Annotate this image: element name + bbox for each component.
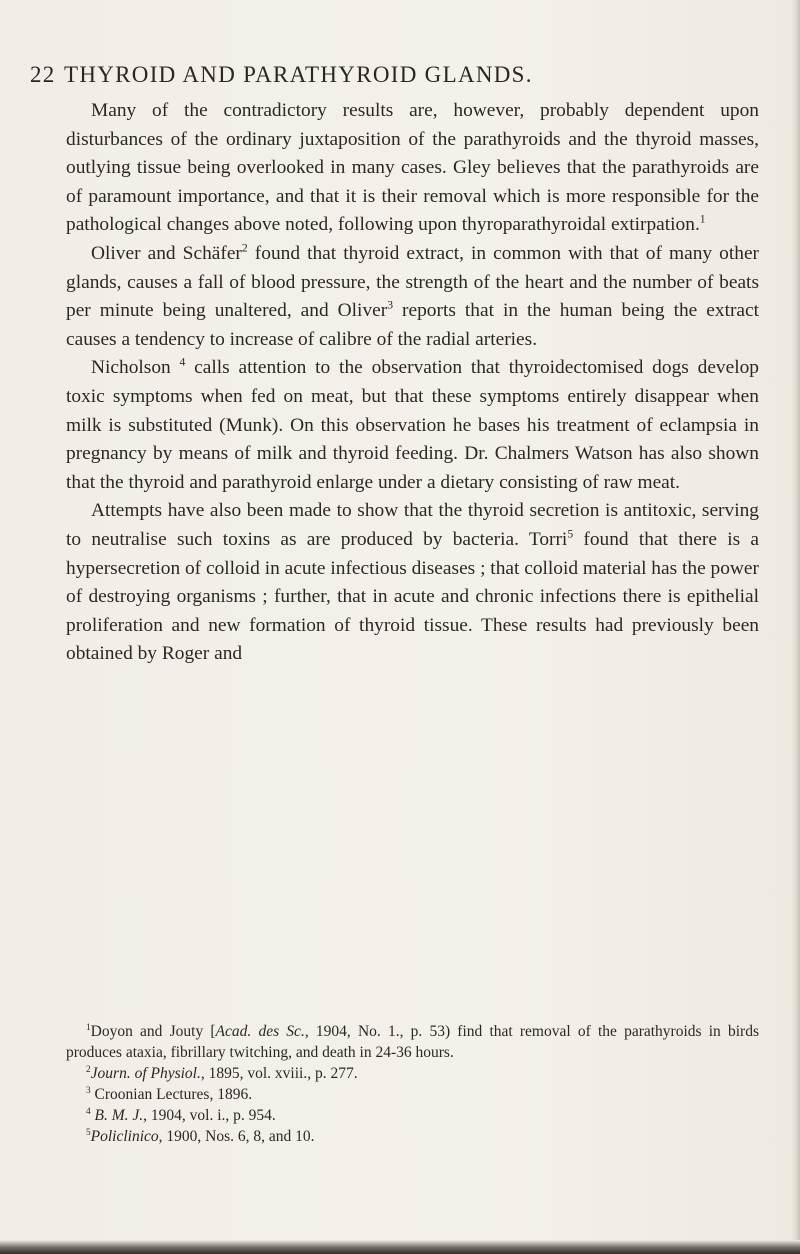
text-run: found that there is a hypersecretion of colloid in acute infectious diseases ; that colloid material has the power of destroying organisms ; further, that in acute and chronic infections there is epithelial proliferation and new formation of thyroid tissue. These results had previously been obtained by Roger and [66,528,759,665]
footnote-marker: 3 [387,298,394,312]
text-run: , 1900, Nos. 6, 8, and 10. [158,1128,315,1145]
italic-text: B. M. J. [94,1107,144,1124]
footnote-marker: 3 [86,1085,91,1096]
text-run: found that thyroid extract, in common with that of many other glands, causes a fall of blood pressure, the strength of the heart and the number of beats per minute being unaltered, and Oliver [66,242,760,322]
footnote [66,1126,759,1147]
footnote-marker: 2 [86,1064,91,1075]
footnote-marker: 5 [86,1127,91,1138]
text-run: reports that in the human being the extract causes a tendency to increase of calibre of the radial arteries. [66,300,760,350]
italic-text: Acad. des Sc. [215,1023,305,1040]
footnote-marker: 1 [699,212,706,226]
footnote-marker: 1 [86,1022,91,1033]
page-header [30,62,760,92]
footnote-marker: 4 [86,1106,91,1117]
page-bottom-edge [0,1240,800,1254]
footnote-marker: 2 [241,241,248,255]
text-run: Oliver and Schäfer [91,242,242,264]
footnote [66,1063,759,1084]
footnotes [66,1021,759,1147]
footnote-marker: 5 [567,527,574,541]
text-run: , 1904, No. 1., p. 53) find that removal of the parathyroids in birds produces ataxia, fibrillary twitching, and death in 24-36 hours. [66,1023,759,1061]
paragraph [66,354,759,497]
text-run: Doyon and Jouty [ [90,1023,216,1040]
text-run: , 1904, vol. i., p. 954. [143,1107,276,1124]
paragraph [66,497,759,669]
paragraph [66,240,759,354]
text-run: Attempts have also been made to show that the thyroid secretion is antitoxic, serving to neutralise such toxins as are produced by bacteria. Torri [66,500,759,550]
footnote [66,1021,759,1063]
italic-text: Journ. of Physiol. [90,1065,201,1082]
footnote [66,1105,759,1126]
text-run: Croonian Lectures, 1896. [90,1086,253,1103]
body-text [66,97,759,669]
text-run: , 1895, vol. xviii., p. 277. [200,1065,358,1082]
page-number: 22 [30,62,56,87]
footnote-marker: 4 [179,355,186,369]
running-head: THYROID AND PARATHYROID GLANDS. [64,62,533,87]
footnote [66,1084,759,1105]
text-run: calls attention to the observation that thyroidectomised dogs develop toxic symptoms when fed on meat, but that these symptoms entirely disappear when milk is substituted (Munk). On this observation he bases his treatment of eclampsia in pregnancy by means of milk and thyroid feeding. Dr. Chalmers Watson has also shown that the thyroid and parathyroid enlarge under a dietary consisting of raw meat. [66,357,760,493]
italic-text: Policlinico [90,1128,159,1145]
text-run: Nicholson [91,357,180,379]
page-edge-shadow [790,0,800,1254]
paragraph [66,97,759,240]
text-run: Many of the contradictory results are, however, probably dependent upon disturbances of the ordinary juxtaposition of the parathyroids and the thyroid masses, outlying tissue being overlooked in many cases. Gley believes that the parathyroids are of paramount importance, and that it is their removal which is more responsible for the pathological changes above noted, following upon thyroparathyroidal extirpation. [66,100,759,236]
